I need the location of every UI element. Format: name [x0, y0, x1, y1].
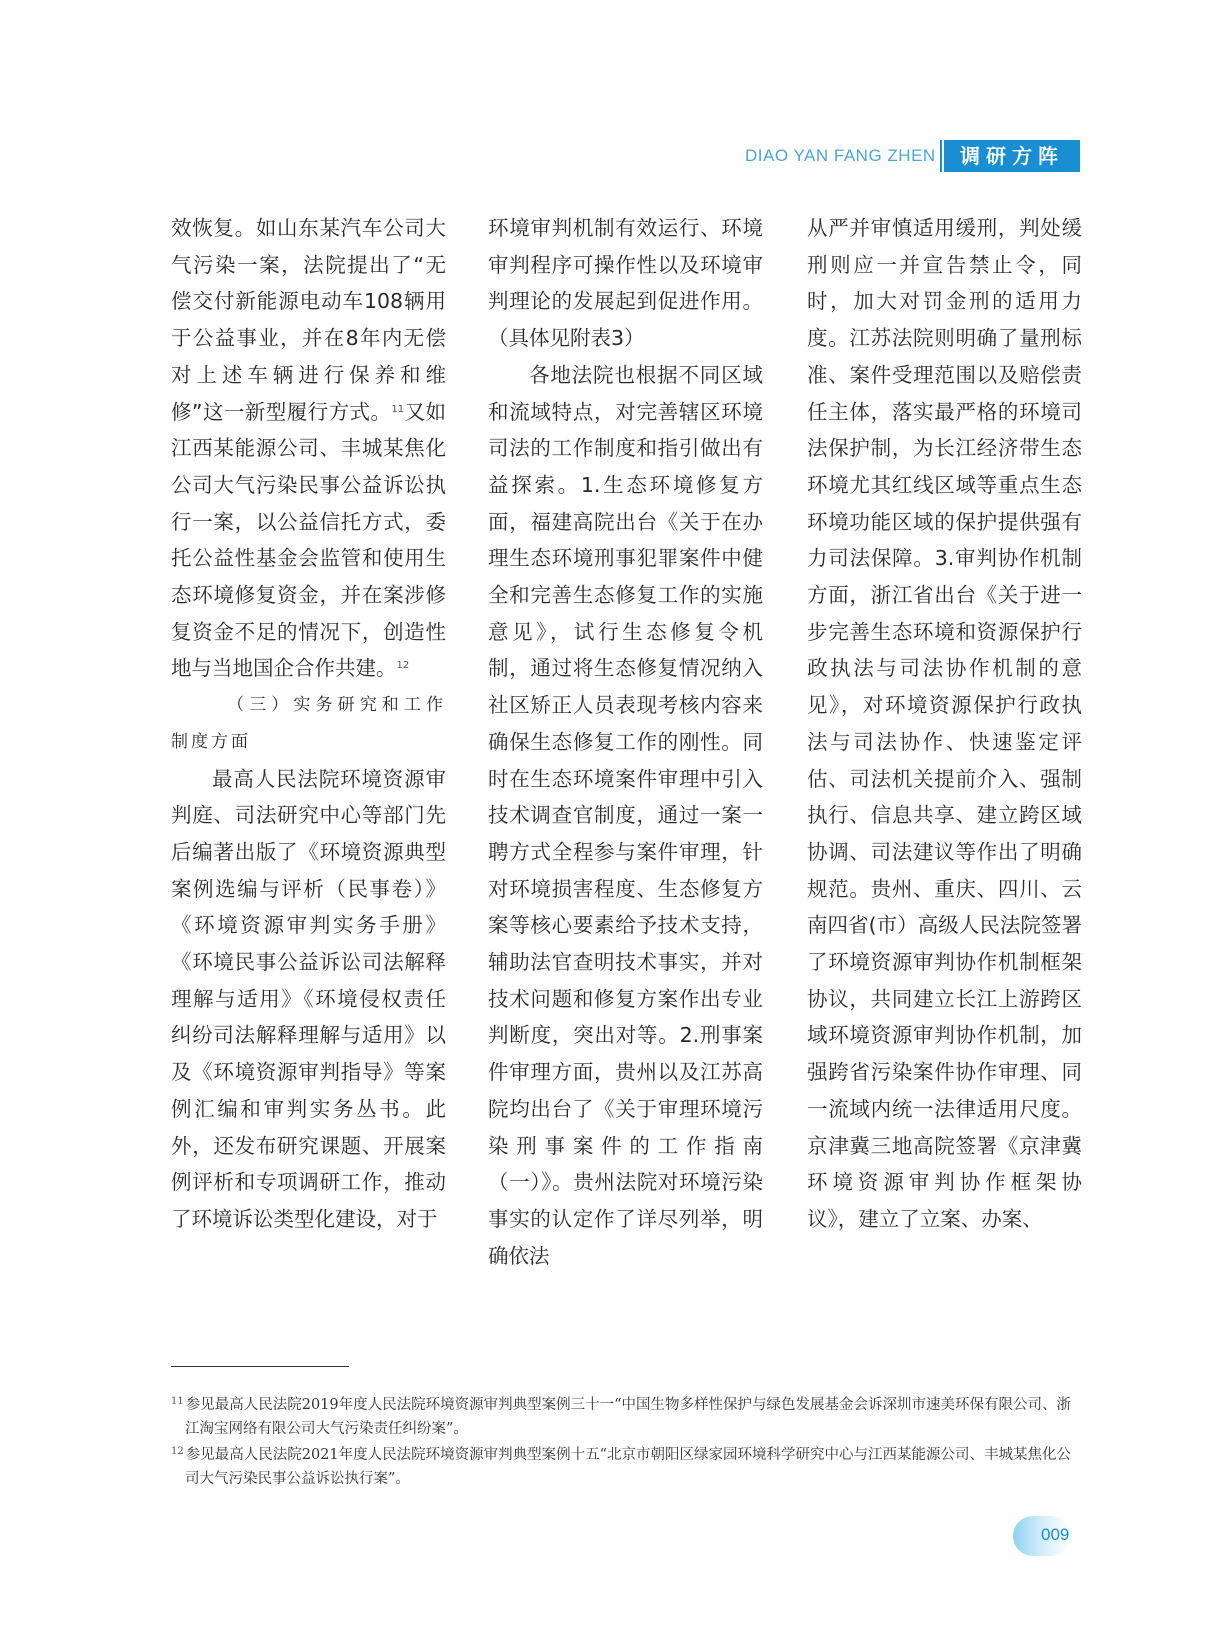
paragraph: 各地法院也根据不同区域和流域特点，对完善辖区环境司法的工作制度和指引做出有益探索。1.生态环境修复方面，福建高院出台《关于在办理生态环境刑事犯罪案件中健全和完善生态修复工作的实施意见》，试行生态修复令机制，通过将生态修复情况纳入社区矫正人员表现考核内容来确保生态修复工作的刚性。同时在生态环境案件审理中引入技术调查官制度，通过一案一聘方式全程参与案件审理，针对环境损害程度、生态修复方案等核心要素给予技术支持，辅助法官查明技术事实，并对技术问题和修复方案作出专业判断度，突出对等。2.刑事案件审理方面，贵州以及江苏高院均出台了《关于审理环境污染刑事案件的工作指南（一）》。贵州法院对环境污染事实的认定作了详尽列举，明确依法 — [488, 362, 763, 1268]
footnote-text: 参见最高人民法院2021年度人民法院环境资源审判典型案例十五“北京市朝阳区绿家园环境科学研究中心与江西某能源公司、丰城某焦化公司大气污染民事公益诉讼执行案”。 — [185, 1447, 1072, 1487]
paragraph: 最高人民法院环境资源审判庭、司法研究中心等部门先后编著出版了《环境资源典型案例选编与评析（民事卷）》《环境资源审判实务手册》《环境民事公益诉讼司法解释理解与适用》《环境侵权责任纠纷司法解释理解与适用》以及《环境资源审判指导》等案例汇编和审判实务丛书。此外，还发布研究课题、开展案例评析和专项调研工作，推动了环境诉讼类型化建设，对于 — [171, 766, 446, 1231]
page-number: 009 — [1041, 1525, 1070, 1544]
footnote — [171, 1393, 1079, 1441]
text-column-2 — [488, 210, 763, 1274]
text-column-3 — [807, 210, 1082, 1238]
paragraph: 从严并审慎适用缓刑，判处缓刑则应一并宣告禁止令，同时，加大对罚金刑的适用力度。江苏法院则明确了量刑标准、案件受理范围以及赔偿责任主体，落实最严格的环境司法保护制，为长江经济带生态环境尤其红线区域等重点生态环境功能区域的保护提供强有力司法保障。3.审判协作机制方面，浙江省出台《关于进一步完善生态环境和资源保护行政执法与司法协作机制的意见》，对环境资源保护行政执法与司法协作、快速鉴定评估、司法机关提前介入、强制执行、信息共享、建立跨区域协调、司法建议等作出了明确规范。贵州、重庆、四川、云南四省(市）高级人民法院签署了环境资源审判协作机制框架协议，共同建立长江上游跨区域环境资源审判协作机制，加强跨省污染案件协作审理、同一流域内统一法律适用尺度。京津冀三地高院签署《京津冀环境资源审判协作框架协议》，建立了立案、办案、 — [807, 216, 1082, 1231]
footnote-number: 12 — [171, 1446, 184, 1457]
header-pinyin: DIAO YAN FANG ZHEN — [745, 146, 936, 165]
text-column-1 — [171, 210, 446, 1238]
paragraph — [171, 210, 446, 687]
paragraph-text: 效恢复。如山东某汽车公司大气污染一案，法院提出了“无偿交付新能源电动车108辆用于公益事业，并在8年内无偿对上述车辆进行保养和维修”这一新型履行方式。 — [171, 216, 446, 424]
section-tag: 调研方阵 — [944, 140, 1080, 172]
footnote-divider — [171, 1366, 349, 1367]
section-subheading: （三）实务研究和工作制度方面 — [171, 695, 446, 752]
paragraph-text: 又如江西某能源公司、丰城某焦化公司大气污染民事公益诉讼执行一案，以公益信托方式，委托公益性基金会监管和使用生态环境修复资金，并在案涉修复资金不足的情况下，创造性地与当地国企合作共建。 — [171, 399, 447, 681]
footnote-text: 参见最高人民法院2019年度人民法院环境资源审判典型案例三十一“中国生物多样性保护与绿色发展基金会诉深圳市速美环保有限公司、浙江淘宝网络有限公司大气污染责任纠纷案”。 — [185, 1397, 1072, 1437]
footnote-ref[interactable]: 12 — [396, 660, 410, 672]
footnote — [171, 1443, 1079, 1491]
footnote-number: 11 — [171, 1396, 184, 1407]
footnote-ref[interactable]: 11 — [391, 403, 405, 415]
footnotes — [171, 1393, 1079, 1493]
paragraph: 环境审判机制有效运行、环境审判程序可操作性以及环境审判理论的发展起到促进作用。（具体见附表3） — [488, 216, 763, 351]
